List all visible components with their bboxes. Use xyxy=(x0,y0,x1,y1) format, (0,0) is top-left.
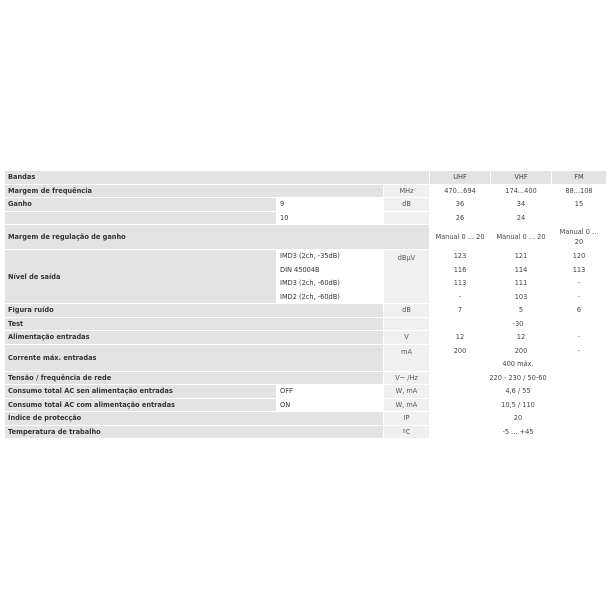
value-vhf: 103 xyxy=(491,290,552,304)
value-fm: 113 xyxy=(552,263,607,277)
row-indice-proteccao xyxy=(5,412,607,426)
sub-consumo-com: ON xyxy=(277,398,384,412)
value-uhf: 470...694 xyxy=(430,184,491,198)
band-uhf: UHF xyxy=(430,171,491,185)
value-vhf: 121 xyxy=(491,250,552,264)
row-margem-frequencia xyxy=(5,184,607,198)
value-vhf: 12 xyxy=(491,331,552,345)
value-tensao: 220 - 230 / 50-60 xyxy=(430,371,607,385)
value-vhf: Manual 0 ... 20 xyxy=(491,225,552,250)
value-fm: - xyxy=(552,277,607,291)
row-figura-ruido xyxy=(5,304,607,318)
row-nivel-saida-1 xyxy=(5,250,607,264)
value-vhf: 5 xyxy=(491,304,552,318)
unit-nivel-saida: dBµV xyxy=(384,250,430,304)
value-fm: Manual 0 ... 20 xyxy=(552,225,607,250)
row-consumo-sem xyxy=(5,385,607,399)
label-consumo-sem: Consumo total AC sen alimentação entradas xyxy=(5,385,277,399)
sub-consumo-sem: OFF xyxy=(277,385,384,399)
row-alimentacao-entradas xyxy=(5,331,607,345)
value-fm: - xyxy=(552,290,607,304)
row-ganho-2 xyxy=(5,211,607,225)
value-fm: 88...108 xyxy=(552,184,607,198)
unit-consumo-sem: W, mA xyxy=(384,385,430,399)
row-bandas xyxy=(5,171,607,185)
unit-ganho: dB xyxy=(384,198,430,212)
unit-figura-ruido: dB xyxy=(384,304,430,318)
unit-margem-frequencia: MHz xyxy=(384,184,430,198)
value-indice-proteccao: 20 xyxy=(430,412,607,426)
value-uhf: 7 xyxy=(430,304,491,318)
row-consumo-com xyxy=(5,398,607,412)
label-test: Test xyxy=(5,317,384,331)
value-fm xyxy=(552,211,607,225)
value-vhf: 24 xyxy=(491,211,552,225)
unit-tensao: V~ /Hz xyxy=(384,371,430,385)
label-margem-frequencia: Margem de frequência xyxy=(5,184,384,198)
label-tensao: Tensão / frequência de rede xyxy=(5,371,384,385)
label-spacer xyxy=(5,211,277,225)
unit-consumo-com: W, mA xyxy=(384,398,430,412)
label-indice-proteccao: Índice de protecção xyxy=(5,412,384,426)
unit-indice-proteccao: IP xyxy=(384,412,430,426)
value-uhf: 200 xyxy=(430,344,491,358)
sub-ganho-2: 10 xyxy=(277,211,384,225)
row-margem-regulacao xyxy=(5,225,607,250)
value-consumo-com: 10,5 / 110 xyxy=(430,398,607,412)
value-fm: - xyxy=(552,344,607,358)
value-temperatura: -5 ... +45 xyxy=(430,425,607,439)
row-corrente-max xyxy=(5,344,607,358)
label-bandas: Bandas xyxy=(5,171,430,185)
label-margem-regulacao: Margem de regulação de ganho xyxy=(5,225,430,250)
unit-spacer xyxy=(384,211,430,225)
value-fm: 15 xyxy=(552,198,607,212)
row-test xyxy=(5,317,607,331)
value-uhf: Manual 0 ... 20 xyxy=(430,225,491,250)
unit-temperatura: ºC xyxy=(384,425,430,439)
unit-corrente-max: mA xyxy=(384,344,430,371)
spec-table xyxy=(4,170,607,439)
value-vhf: 111 xyxy=(491,277,552,291)
value-uhf: 123 xyxy=(430,250,491,264)
label-figura-ruido: Figura ruído xyxy=(5,304,384,318)
value-uhf: - xyxy=(430,290,491,304)
row-tensao xyxy=(5,371,607,385)
sub-nivel-saida: DIN 45004B xyxy=(277,263,384,277)
sub-nivel-saida: IMD3 (2ch, -60dB) xyxy=(277,277,384,291)
label-corrente-max: Corrente máx. entradas xyxy=(5,344,384,371)
value-fm: 6 xyxy=(552,304,607,318)
value-test: -30 xyxy=(430,317,607,331)
band-vhf: VHF xyxy=(491,171,552,185)
value-uhf: 36 xyxy=(430,198,491,212)
value-corrente-total: 400 máx. xyxy=(430,358,607,372)
band-fm: FM xyxy=(552,171,607,185)
value-fm: 120 xyxy=(552,250,607,264)
value-uhf: 116 xyxy=(430,263,491,277)
value-uhf: 26 xyxy=(430,211,491,225)
value-uhf: 12 xyxy=(430,331,491,345)
value-consumo-sem: 4,6 / 55 xyxy=(430,385,607,399)
sub-nivel-saida: IMD3 (2ch, -35dB) xyxy=(277,250,384,264)
value-vhf: 34 xyxy=(491,198,552,212)
label-ganho: Ganho xyxy=(5,198,277,212)
row-ganho-1 xyxy=(5,198,607,212)
sub-nivel-saida: IMD2 (2ch, -60dB) xyxy=(277,290,384,304)
value-vhf: 114 xyxy=(491,263,552,277)
label-alimentacao-entradas: Alimentação entradas xyxy=(5,331,384,345)
unit-alimentacao-entradas: V xyxy=(384,331,430,345)
value-vhf: 174...400 xyxy=(491,184,552,198)
value-uhf: 113 xyxy=(430,277,491,291)
label-temperatura: Temperatura de trabalho xyxy=(5,425,384,439)
label-nivel-saida: Nível de saída xyxy=(5,250,277,304)
sub-ganho-1: 9 xyxy=(277,198,384,212)
value-fm: - xyxy=(552,331,607,345)
value-vhf: 200 xyxy=(491,344,552,358)
label-consumo-com: Consumo total AC com alimentação entradas xyxy=(5,398,277,412)
row-temperatura xyxy=(5,425,607,439)
unit-test xyxy=(384,317,430,331)
